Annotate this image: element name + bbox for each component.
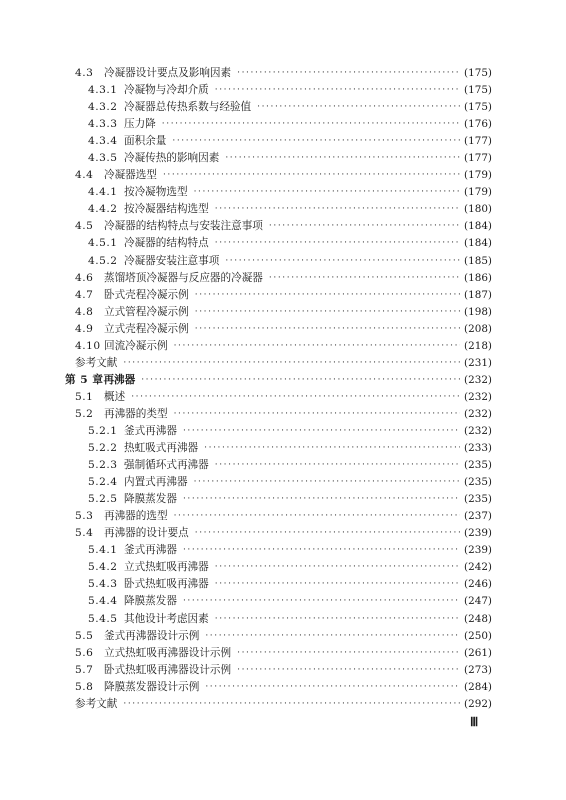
dot-leader: [215, 611, 460, 628]
toc-entry-title: 内置式再沸器: [124, 476, 188, 489]
toc-entry[interactable]: [0, 645, 566, 662]
toc-references-entry[interactable]: [0, 355, 566, 372]
dot-leader: [174, 508, 460, 525]
toc-entry[interactable]: [0, 304, 566, 321]
toc-entry-title: 卧式热虹吸再沸器设计示例: [104, 663, 232, 676]
toc-entry-number: 4.3.2: [88, 101, 118, 114]
toc-entry-number: 4.4: [75, 169, 94, 182]
toc-entry-number: 4.8: [75, 305, 94, 318]
dot-leader: [215, 559, 460, 576]
toc-entry-page: (232): [464, 407, 492, 420]
toc-entry-title: 参考文献: [75, 356, 118, 369]
toc-entry[interactable]: [0, 218, 566, 235]
dot-leader: [183, 542, 460, 559]
toc-entry-title: 再沸器: [103, 373, 136, 386]
toc-entry-title: 冷凝器设计要点及影响因素: [104, 67, 232, 79]
dot-leader: [194, 474, 460, 491]
toc-entry[interactable]: [0, 474, 566, 491]
toc-entry-number: 5.3: [75, 510, 94, 523]
toc-entry-title: 立式管程冷凝示例: [104, 305, 189, 318]
toc-entry[interactable]: [0, 440, 566, 457]
dot-leader: [225, 150, 460, 167]
toc-entry[interactable]: [0, 133, 566, 150]
toc-entry-number: 5.2.4: [88, 476, 118, 489]
toc-entry-number: 4.3.1: [88, 84, 118, 97]
toc-entry-title: 立式热虹吸再沸器设计示例: [104, 646, 232, 659]
toc-entry-number: 5.6: [75, 646, 94, 659]
toc-entry-page: (187): [464, 288, 492, 301]
toc-entry-title: 按冷凝物选型: [124, 186, 188, 199]
dot-leader: [269, 270, 460, 287]
toc-entry-number: 4.3: [75, 67, 94, 79]
toc-entry-number: 4.3.5: [88, 152, 118, 165]
dot-leader: [183, 491, 460, 508]
toc-entry-page: (186): [464, 271, 492, 284]
toc-entry-number: 5.4.5: [88, 612, 118, 625]
dot-leader: [225, 253, 460, 270]
toc-entry[interactable]: [0, 662, 566, 679]
toc-entry-number: 4.10: [75, 339, 101, 352]
page-number: Ⅲ: [470, 715, 479, 729]
toc-entry[interactable]: [0, 406, 566, 423]
dot-leader: [141, 372, 460, 389]
toc-entry-title: 冷凝器选型: [104, 169, 157, 182]
dot-leader: [195, 321, 460, 338]
toc-entry-page: (235): [464, 459, 492, 472]
toc-entry-title: 再沸器的设计要点: [104, 527, 189, 540]
toc-entry-title: 压力降: [124, 118, 156, 131]
toc-entry-number: 4.3.3: [88, 118, 118, 131]
toc-entry-page: (177): [464, 135, 492, 148]
dot-leader: [269, 218, 460, 235]
toc-entry-page: (232): [464, 424, 492, 437]
toc-entry-title: 面积余量: [124, 135, 167, 148]
toc-entry[interactable]: [0, 542, 566, 559]
toc-entry[interactable]: [0, 116, 566, 133]
toc-entry-page: (208): [464, 322, 492, 335]
toc-entry[interactable]: [0, 576, 566, 593]
dot-leader: [123, 696, 460, 713]
toc-entry-page: (175): [464, 101, 492, 114]
dot-leader: [215, 576, 460, 593]
dot-leader: [163, 167, 460, 184]
toc-entry[interactable]: [0, 321, 566, 338]
toc-entry-page: (233): [464, 442, 492, 455]
toc-entry-page: (232): [464, 390, 492, 403]
dot-leader: [205, 679, 460, 696]
toc-entry[interactable]: [0, 679, 566, 696]
dot-leader: [215, 201, 460, 218]
toc-entry[interactable]: [0, 99, 566, 116]
toc-entry-title: 冷凝传热的影响因素: [124, 152, 220, 165]
toc-entry-title: 釜式再沸器: [124, 424, 177, 437]
toc-references-entry[interactable]: [0, 696, 566, 713]
toc-entry-title: 再沸器的类型: [104, 407, 168, 420]
toc-entry-number: 5.7: [75, 663, 94, 676]
toc-entry-number: 5.2.1: [88, 424, 118, 437]
toc-entry-page: (231): [464, 356, 492, 369]
toc-entry-title: 参考文献: [75, 697, 118, 710]
toc-entry-number: 5.2.3: [88, 459, 118, 472]
toc-entry-page: (237): [464, 510, 492, 523]
toc-entry-page: (292): [464, 697, 492, 710]
toc-entry-title: 冷凝器的结构特点: [124, 237, 209, 250]
toc-entry-page: (239): [464, 544, 492, 557]
toc-entry-number: 5.4.1: [88, 544, 118, 557]
toc-entry-number: 4.5: [75, 220, 94, 233]
toc-entry-title: 热虹吸式再沸器: [124, 442, 199, 455]
dot-leader: [123, 355, 460, 372]
dot-leader: [195, 304, 460, 321]
toc-entry-number: 4.5.1: [88, 237, 118, 250]
dot-leader: [131, 389, 460, 406]
toc-entry-title: 降膜蒸发器: [124, 595, 177, 608]
toc-entry[interactable]: [0, 235, 566, 252]
toc-entry-title: 冷凝器的结构特点与安装注意事项: [104, 220, 263, 233]
toc-entry-number: 4.9: [75, 322, 94, 335]
toc-entry-title: 立式热虹吸再沸器: [124, 561, 209, 574]
toc-entry-page: (250): [464, 629, 492, 642]
dot-leader: [204, 440, 460, 457]
toc-entry-number: 5.2.5: [88, 493, 118, 506]
toc-entry[interactable]: [0, 150, 566, 167]
toc-entry-page: (184): [464, 220, 492, 233]
dot-leader: [195, 287, 460, 304]
toc-entry-number: 5.4: [75, 527, 94, 540]
toc-entry-page: (232): [464, 373, 492, 386]
toc-entry-page: (175): [464, 67, 492, 79]
toc-entry-page: (284): [464, 680, 492, 693]
dot-leader: [174, 406, 460, 423]
dot-leader: [257, 99, 460, 116]
toc-entry-page: (184): [464, 237, 492, 250]
toc-entry-page: (177): [464, 152, 492, 165]
toc-entry-number: 4.6: [75, 271, 94, 284]
toc-entry-number: 4.4.2: [88, 203, 118, 216]
toc-entry-page: (235): [464, 493, 492, 506]
toc-entry-title: 冷凝器总传热系数与经验值: [124, 101, 252, 114]
dot-leader: [162, 116, 460, 133]
toc-entry-title: 蒸馏塔顶冷凝器与反应器的冷凝器: [104, 271, 263, 284]
toc-entry[interactable]: [0, 82, 566, 99]
toc-entry-title: 按冷凝器结构选型: [124, 203, 209, 216]
toc-entry-number: 5.2.2: [88, 442, 118, 455]
toc-entry-page: (179): [464, 169, 492, 182]
toc-entry-title: 降膜蒸发器设计示例: [104, 680, 200, 693]
dot-leader: [237, 645, 460, 662]
toc-entry[interactable]: [0, 611, 566, 628]
toc-entry-number: 4.5.2: [88, 254, 118, 267]
toc-entry-number: 5.4.3: [88, 578, 118, 591]
toc-entry[interactable]: [0, 270, 566, 287]
toc-entry-page: (247): [464, 595, 492, 608]
toc-entry[interactable]: [0, 167, 566, 184]
dot-leader: [183, 423, 460, 440]
toc-entry-number: 第 5 章: [65, 373, 104, 386]
toc-entry-number: 4.7: [75, 288, 94, 301]
toc-entry-page: (180): [464, 203, 492, 216]
toc-entry-title: 釜式再沸器: [124, 544, 177, 557]
toc-entry[interactable]: [0, 491, 566, 508]
toc-entry-title: 冷凝物与冷却介质: [124, 84, 209, 97]
toc-entry[interactable]: [0, 508, 566, 525]
toc-entry-title: 其他设计考虑因素: [124, 612, 209, 625]
dot-leader: [215, 457, 460, 474]
toc-entry-page: (175): [464, 84, 492, 97]
toc-entry-title: 回流冷凝示例: [104, 339, 168, 352]
toc-entry-number: 5.4.2: [88, 561, 118, 574]
toc-entry[interactable]: [0, 287, 566, 304]
toc-entry[interactable]: [0, 65, 566, 82]
dot-leader: [205, 628, 460, 645]
toc-entry-number: 5.5: [75, 629, 94, 642]
dot-leader: [172, 133, 460, 150]
toc-entry-title: 强制循环式再沸器: [124, 459, 209, 472]
toc-entry[interactable]: [0, 423, 566, 440]
toc-entry-page: (235): [464, 476, 492, 489]
toc-entry[interactable]: [0, 201, 566, 218]
toc-entry-title: 卧式热虹吸再沸器: [124, 578, 209, 591]
toc-entry-title: 冷凝器安装注意事项: [124, 254, 220, 267]
toc-entry-page: (218): [464, 339, 492, 352]
toc-entry-page: (261): [464, 646, 492, 659]
toc-chapter-entry[interactable]: [0, 372, 566, 389]
toc-entry-title: 釜式再沸器设计示例: [104, 629, 200, 642]
dot-leader: [237, 662, 460, 679]
toc-entry[interactable]: [0, 628, 566, 645]
toc-entry[interactable]: [0, 253, 566, 270]
toc-entry[interactable]: [0, 184, 566, 201]
dot-leader: [215, 82, 460, 99]
toc-entry[interactable]: [0, 525, 566, 542]
toc-entry-page: (239): [464, 527, 492, 540]
toc-entry[interactable]: [0, 559, 566, 576]
dot-leader: [183, 593, 460, 610]
toc-entry-page: (185): [464, 254, 492, 267]
toc-entry-number: 4.4.1: [88, 186, 118, 199]
toc-entry-title: 再沸器的选型: [104, 510, 168, 523]
toc-entry-number: 5.2: [75, 407, 94, 420]
toc-entry-title: 立式壳程冷凝示例: [104, 322, 189, 335]
toc-entry[interactable]: [0, 338, 566, 355]
toc-entry-title: 概述: [104, 390, 126, 403]
table-of-contents: [0, 65, 566, 713]
toc-entry[interactable]: [0, 593, 566, 610]
toc-entry-page: (273): [464, 663, 492, 676]
dot-leader: [174, 338, 460, 355]
dot-leader: [194, 184, 460, 201]
dot-leader: [195, 525, 460, 542]
toc-entry-number: 5.8: [75, 680, 94, 693]
toc-entry-number: 5.1: [75, 390, 94, 403]
toc-entry-page: (179): [464, 186, 492, 199]
toc-entry[interactable]: [0, 389, 566, 406]
toc-entry[interactable]: [0, 457, 566, 474]
toc-entry-page: (176): [464, 118, 492, 131]
toc-entry-page: (248): [464, 612, 492, 625]
toc-entry-page: (242): [464, 561, 492, 574]
toc-entry-title: 卧式壳程冷凝示例: [104, 288, 189, 301]
toc-entry-number: 4.3.4: [88, 135, 118, 148]
dot-leader: [237, 65, 460, 82]
dot-leader: [215, 235, 460, 252]
toc-entry-page: (198): [464, 305, 492, 318]
toc-entry-page: (246): [464, 578, 492, 591]
toc-entry-title: 降膜蒸发器: [124, 493, 177, 506]
toc-entry-number: 5.4.4: [88, 595, 118, 608]
